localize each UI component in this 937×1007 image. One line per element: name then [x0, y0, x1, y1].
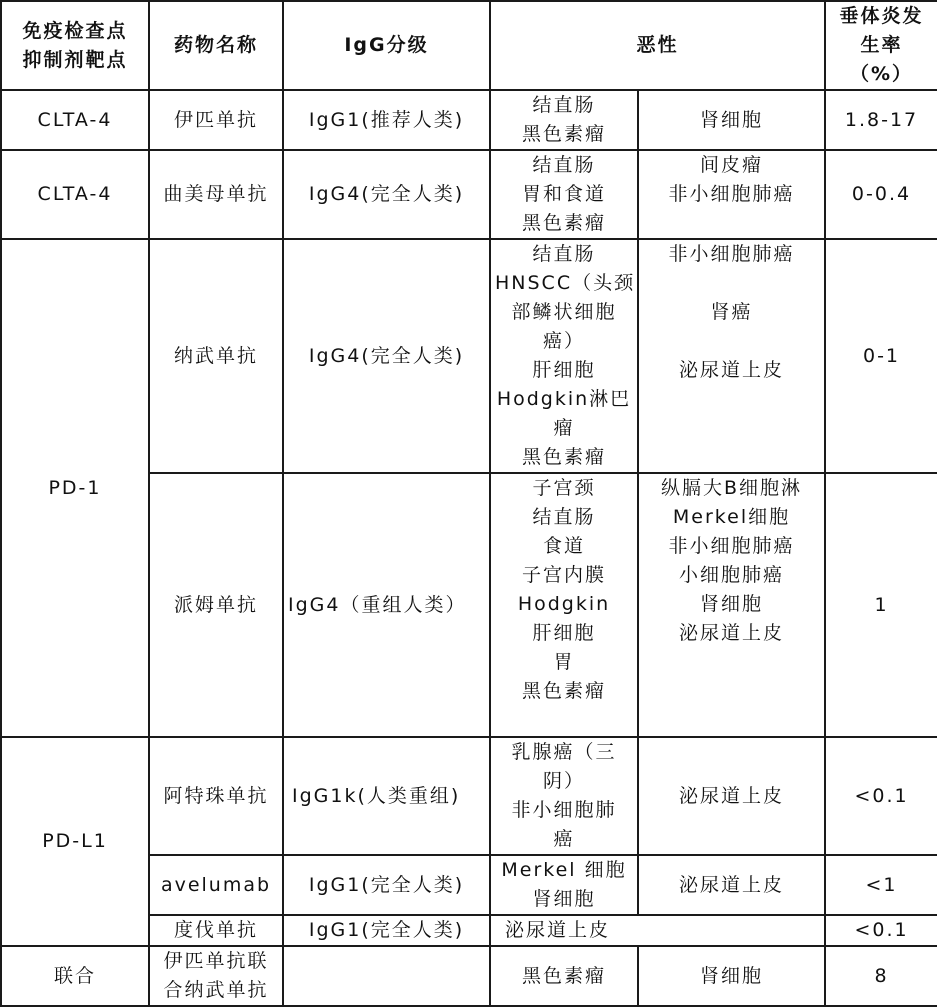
- table-row: [1, 150, 937, 239]
- malignancy-b-cell: 肾细胞: [638, 946, 825, 1006]
- rate-cell: 8: [825, 946, 937, 1006]
- drug-cell: avelumab: [149, 855, 283, 915]
- malignancy-b-cell: 泌尿道上皮: [638, 855, 825, 915]
- malignancy-a-cell: 结直肠 HNSCC（头颈 部鳞状细胞 癌） 肝细胞 Hodgkin淋巴 瘤 黑色素瘤: [490, 239, 638, 473]
- rate-cell: <0.1: [825, 737, 937, 855]
- table-row: [1, 946, 937, 1006]
- header-malignancy: 恶性: [490, 1, 825, 90]
- malignancy-b-cell: 非小细胞肺癌 肾癌 泌尿道上皮: [638, 239, 825, 473]
- rate-cell: 0-1: [825, 239, 937, 473]
- malignancy-b-cell: 泌尿道上皮: [638, 737, 825, 855]
- malignancy-b-cell: 间皮瘤 非小细胞肺癌: [638, 150, 825, 239]
- target-cell: CLTA-4: [1, 90, 149, 150]
- target-cell: PD-1: [1, 239, 149, 737]
- target-cell: CLTA-4: [1, 150, 149, 239]
- header-rate: 垂体炎发 生率 （%）: [825, 1, 937, 90]
- malignancy-a-cell: 结直肠 黑色素瘤: [490, 90, 638, 150]
- drug-cell: 曲美母单抗: [149, 150, 283, 239]
- malignancy-b-cell: 肾细胞: [638, 90, 825, 150]
- igg-cell: IgG4(完全人类): [283, 239, 490, 473]
- drug-cell: 度伐单抗: [149, 915, 283, 946]
- malignancy-a-cell: 乳腺癌（三 阴） 非小细胞肺 癌: [490, 737, 638, 855]
- rate-cell: <1: [825, 855, 937, 915]
- malignancy-a-cell: 子宫颈 结直肠 食道 子宫内膜 Hodgkin 肝细胞 胃 黑色素瘤: [490, 473, 638, 737]
- target-cell: PD-L1: [1, 737, 149, 946]
- igg-cell: IgG1(推荐人类): [283, 90, 490, 150]
- header-target: 免疫检查点 抑制剂靶点: [1, 1, 149, 90]
- igg-cell: IgG4（重组人类）: [283, 473, 490, 737]
- drug-cell: 派姆单抗: [149, 473, 283, 737]
- rate-cell: 1.8-17: [825, 90, 937, 150]
- malignancy-a-cell: Merkel 细胞 肾细胞: [490, 855, 638, 915]
- drug-cell: 伊匹单抗联 合纳武单抗: [149, 946, 283, 1006]
- drug-cell: 伊匹单抗: [149, 90, 283, 150]
- igg-cell: IgG4(完全人类): [283, 150, 490, 239]
- igg-cell: IgG1(完全人类): [283, 915, 490, 946]
- table-row: [1, 90, 937, 150]
- drug-cell: 阿特珠单抗: [149, 737, 283, 855]
- target-cell: 联合: [1, 946, 149, 1006]
- header-row: [1, 1, 937, 90]
- table-row: [1, 737, 937, 855]
- table-row: [1, 239, 937, 473]
- igg-cell: IgG1k(人类重组): [283, 737, 490, 855]
- rate-cell: 0-0.4: [825, 150, 937, 239]
- malignancy-a-cell: 黑色素瘤: [490, 946, 638, 1006]
- igg-cell: IgG1(完全人类): [283, 855, 490, 915]
- rate-cell: <0.1: [825, 915, 937, 946]
- drug-cell: 纳武单抗: [149, 239, 283, 473]
- header-igg: IgG分级: [283, 1, 490, 90]
- header-drug: 药物名称: [149, 1, 283, 90]
- malignancy-b-cell: 纵膈大B细胞淋 Merkel细胞 非小细胞肺癌 小细胞肺癌 肾细胞 泌尿道上皮: [638, 473, 825, 737]
- malignancy-a-cell: 结直肠 胃和食道 黑色素瘤: [490, 150, 638, 239]
- rate-cell: 1: [825, 473, 937, 737]
- malignancy-cell: 泌尿道上皮: [490, 915, 825, 946]
- igg-cell: [283, 946, 490, 1006]
